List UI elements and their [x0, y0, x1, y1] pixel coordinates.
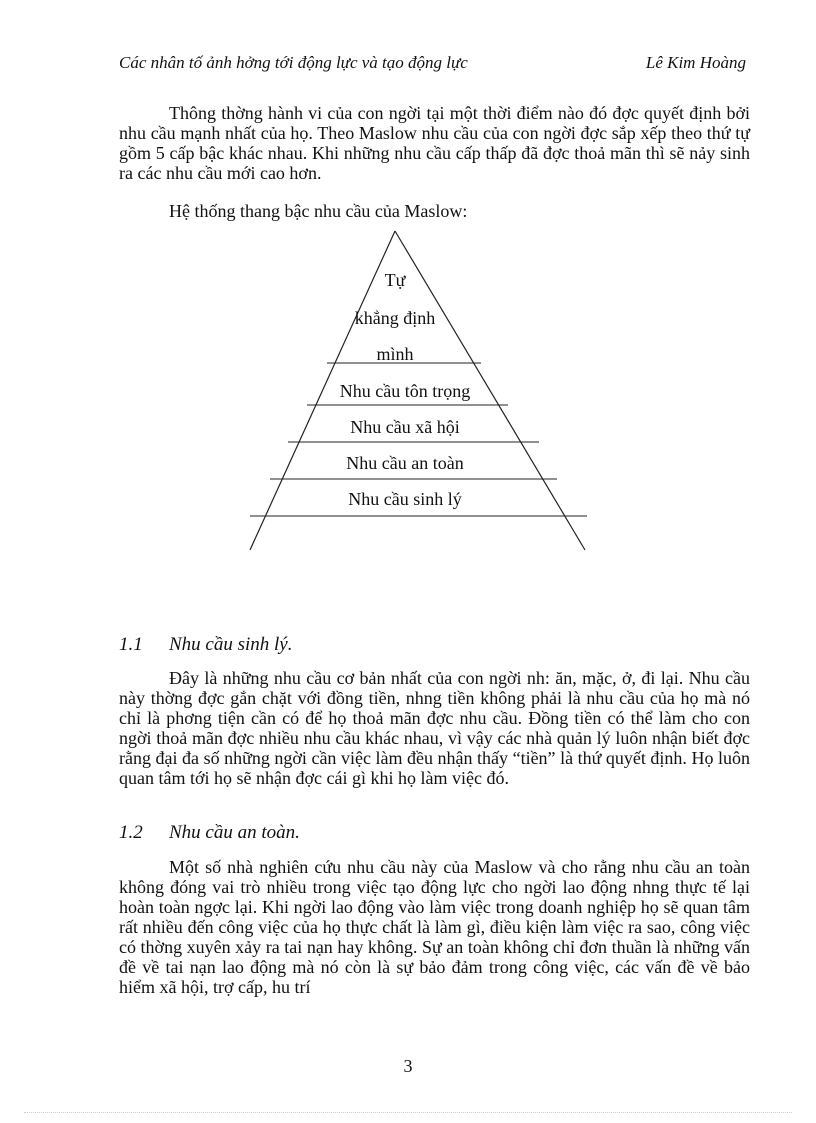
pyramid-level-social: Nhu cầu xã hội — [350, 417, 460, 437]
header-author: Lê Kim Hoàng — [645, 53, 746, 72]
pyramid-level-esteem: Nhu cầu tôn trọng — [339, 381, 471, 401]
section-number: 1.1 — [119, 634, 143, 655]
section-title: Nhu cầu an toàn. — [169, 822, 300, 843]
section-title: Nhu cầu sinh lý. — [169, 634, 293, 655]
section-1-2-paragraph: Một số nhà nghiên cứu nhu cầu này của Maslow và cho rằng nhu cầu an toàn không đóng vai trò nhiều trong việc tạo động lực cho ngời lao động nhng thực tế lại hoàn toàn ngợc lại. Khi ngời lao động vào làm việc trong doanh nghiệp họ sẽ quan tâm rất nhiều đến công việc của họ thực chất là làm gì, điều kiện làm việc ra sao, công việc có thờng xuyên xảy ra tai nạn hay không. Sự an toàn không chỉ đơn thuần là những vấn đề về tai nạn lao động mà nó còn là sự bảo đảm trong công việc, các vấn đề về bảo hiểm xã hội, trợ cấp, hu trí — [119, 857, 750, 997]
section-1-1-paragraph: Đây là những nhu cầu cơ bản nhất của con ngời nh: ăn, mặc, ở, đi lại. Nhu cầu này thờng đợc gắn chặt với đồng tiền, nhng tiền không phải là nhu cầu của họ mà nó chỉ là phơng tiện cần có để họ thoả mãn đợc nhu cầu. Đồng tiền có thể làm cho con ngời thoả mãn đợc nhiều nhu cầu khác nhau, vì vậy các nhà quản lý luôn nhận biết đợc rằng đại đa số những ngời cần việc làm đều nhận thấy “tiền” là thứ quyết định. Họ luôn quan tâm tới họ sẽ nhận đợc cái gì khi họ làm việc đó. — [119, 668, 750, 788]
section-heading-1-1 — [119, 633, 293, 657]
pyramid-level-self-actualization-line-3: mình — [376, 344, 414, 364]
section-heading-1-2 — [119, 821, 300, 845]
page-number: 3 — [403, 1056, 413, 1076]
pyramid-level-self-actualization-line-2: khẳng định — [354, 308, 436, 328]
intro-paragraph: Thông thờng hành vi của con ngời tại một thời điểm nào đó đợc quyết định bởi nhu cầu mạnh nhất của họ. Theo Maslow nhu cầu của con ngời đợc sắp xếp theo thứ tự gồm 5 cấp bậc khác nhau. Khi những nhu cầu cấp thấp đã đợc thoả mãn thì sẽ nảy sinh ra các nhu cầu mới cao hơn. — [119, 103, 750, 183]
section-number: 1.2 — [119, 822, 143, 843]
hierarchy-caption: Hệ thống thang bậc nhu cầu của Maslow: — [169, 201, 468, 221]
pyramid-level-self-actualization-line-1: Tự — [384, 270, 406, 290]
pyramid-level-physiological: Nhu cầu sinh lý — [348, 489, 462, 509]
pyramid-level-safety: Nhu cầu an toàn — [346, 453, 464, 473]
page-bottom-divider — [24, 1112, 792, 1113]
header-title: Các nhân tố ảnh hởng tới động lực và tạo động lực — [119, 53, 468, 72]
